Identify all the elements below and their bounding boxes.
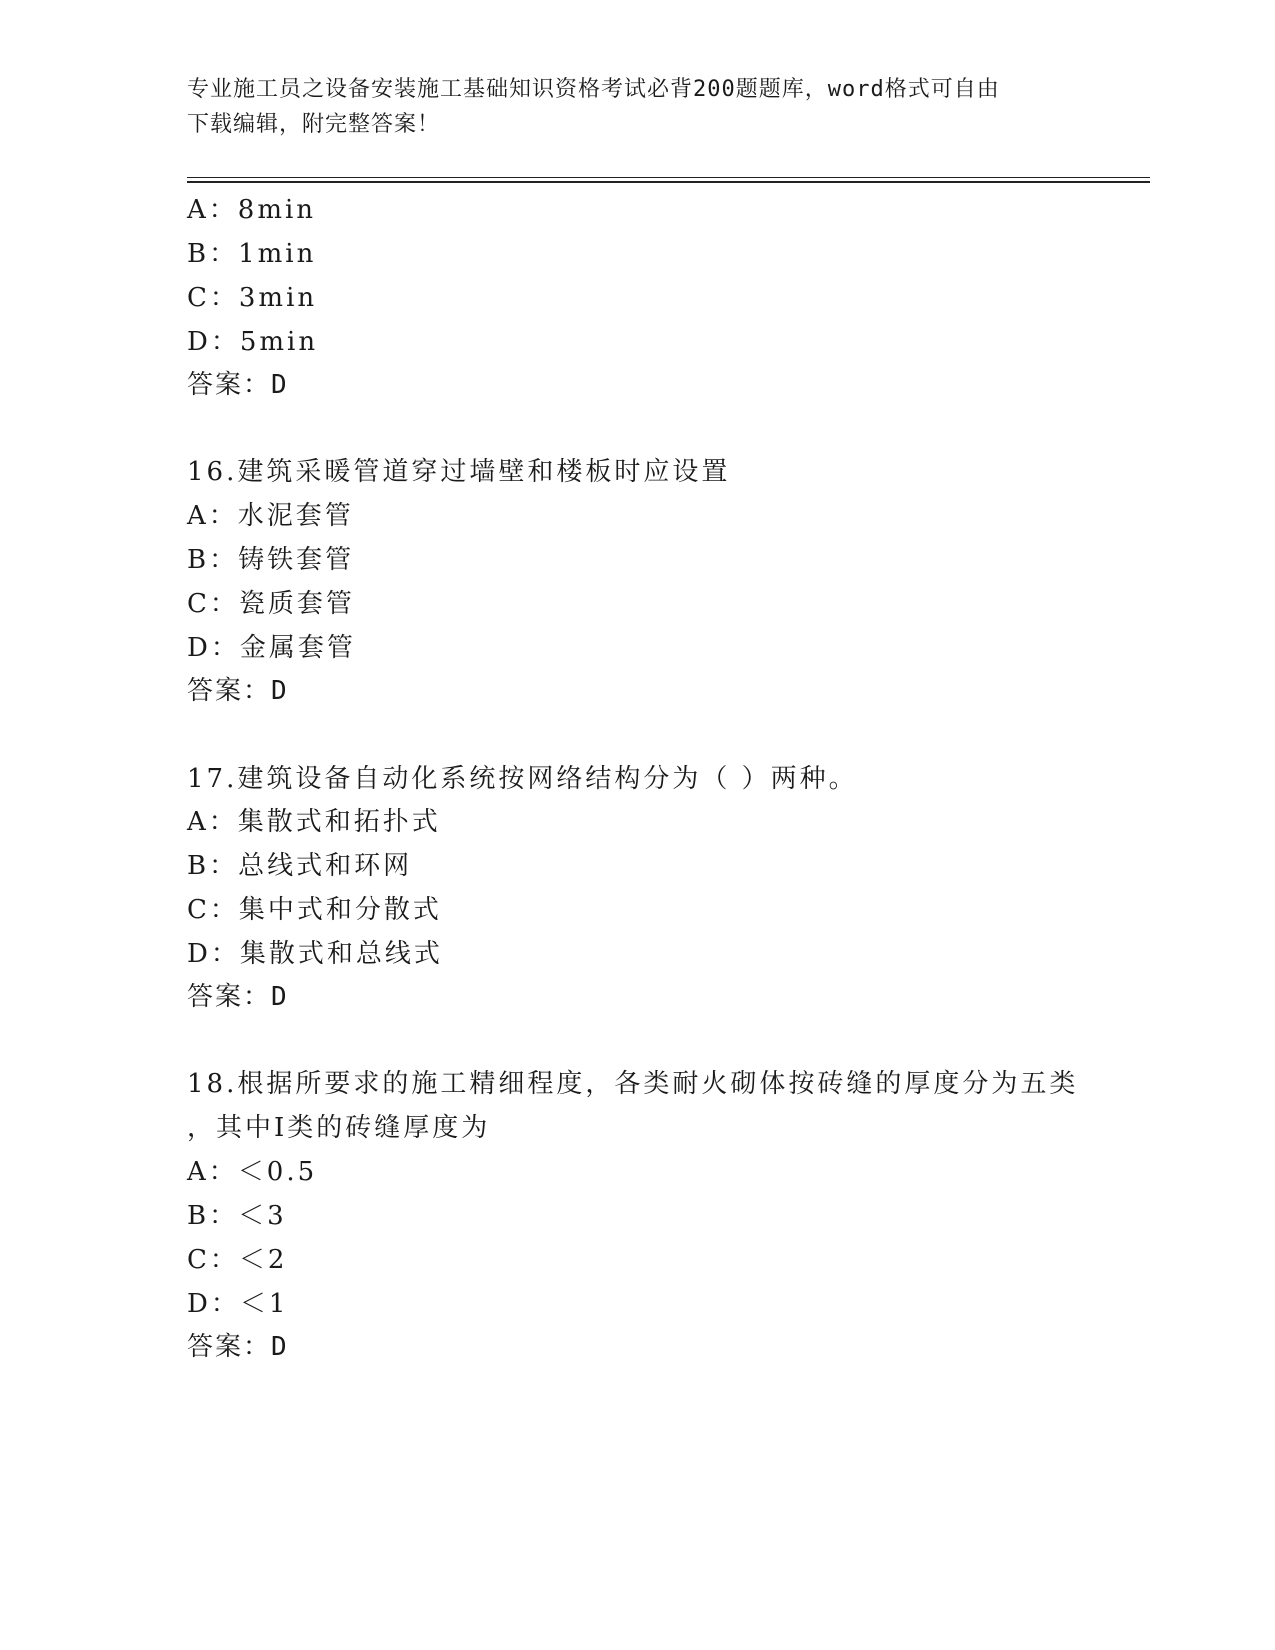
q17-option-d: D：集散式和总线式 [187,939,443,969]
q17-option-a: A：集散式和拓扑式 [187,807,441,837]
header-title-line2: 下载编辑，附完整答案！ [187,112,441,137]
header-divider-thick [187,181,1150,183]
q17-option-b: B：总线式和环网 [187,851,413,881]
q18-stem-line2: ，其中Ⅰ类的砖缝厚度为 [187,1113,491,1143]
prev-option-c: C：3min [187,283,318,313]
q17-stem: 17.建筑设备自动化系统按网络结构分为（ ）两种。 [187,764,858,794]
header-divider-thin [187,177,1150,178]
q18-answer: 答案：D [187,1332,289,1362]
document-header [187,72,1067,142]
prev-option-a: A：8min [187,195,317,225]
q17-answer: 答案：D [187,982,289,1012]
q17-option-c: C：集中式和分散式 [187,895,442,925]
prev-option-b: B：1min [187,239,317,269]
q18-option-d: D：＜1 [187,1289,289,1319]
prev-answer: 答案：D [187,370,289,400]
q16-answer: 答案：D [187,676,289,706]
q18-option-a: A：＜0.5 [187,1157,318,1187]
q16-option-c: C：瓷质套管 [187,589,355,619]
q18-option-c: C：＜2 [187,1245,288,1275]
prev-option-d: D：5min [187,327,319,357]
q18-option-b: B：＜3 [187,1201,287,1231]
header-title-line1: 专业施工员之设备安装施工基础知识资格考试必背200题题库，word格式可自由 [187,77,1000,102]
q18-stem-line1: 18.根据所要求的施工精细程度，各类耐火砌体按砖缝的厚度分为五类 [187,1069,1079,1099]
q16-option-b: B：铸铁套管 [187,545,355,575]
q16-stem: 16.建筑采暖管道穿过墙壁和楼板时应设置 [187,457,731,487]
q16-option-a: A：水泥套管 [187,501,354,531]
q16-option-d: D：金属套管 [187,633,356,663]
